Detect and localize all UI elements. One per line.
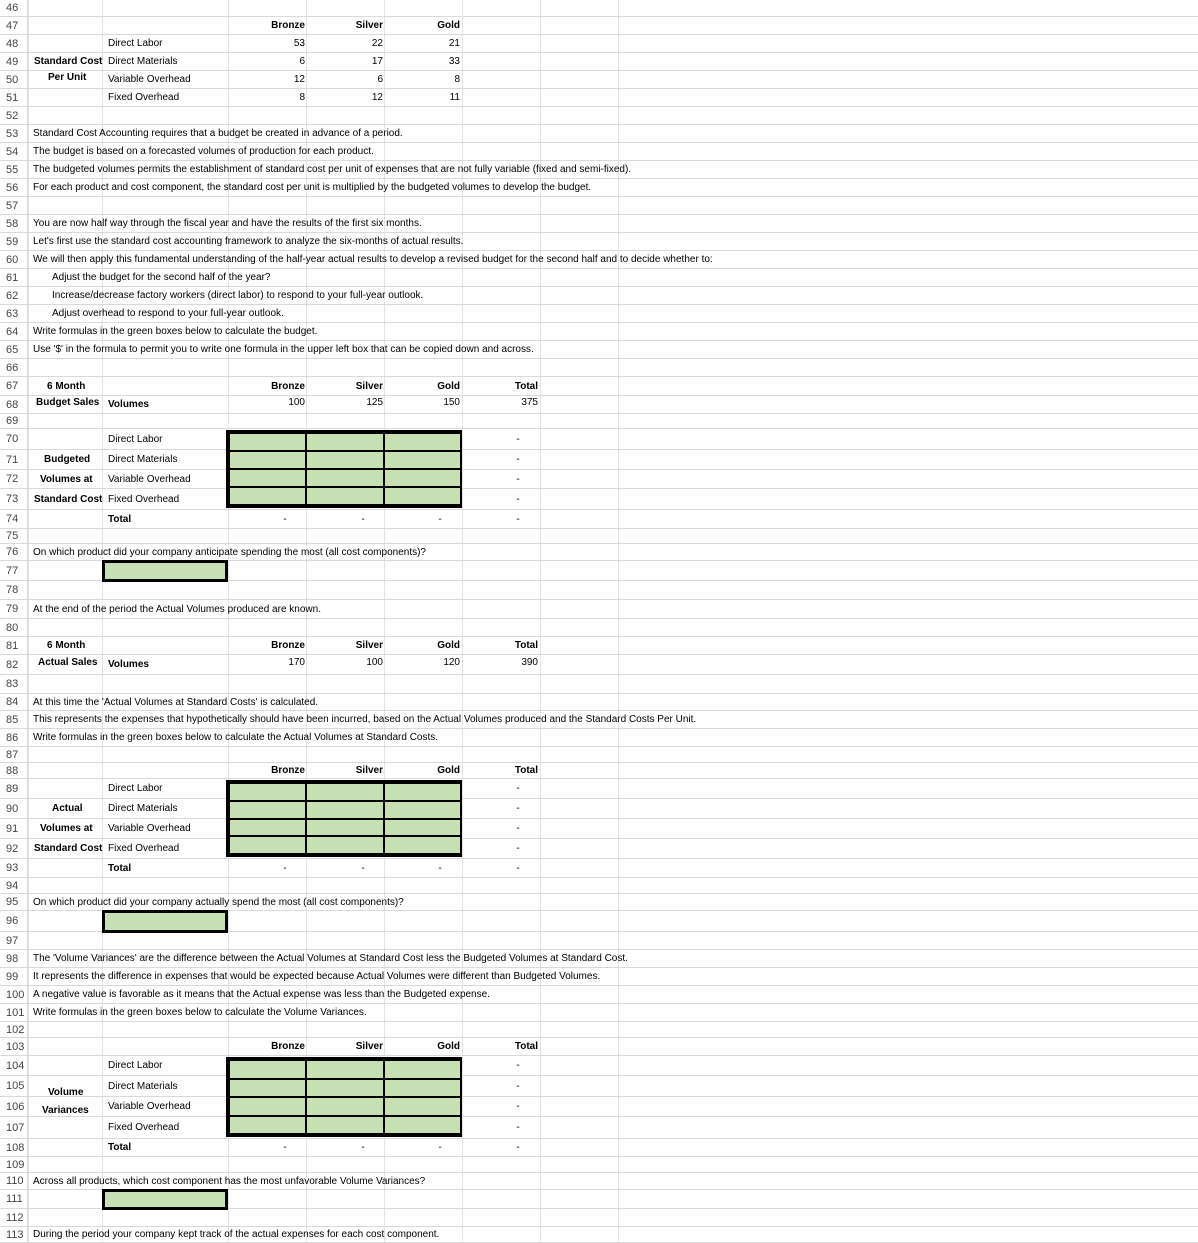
row-number[interactable]: 77 xyxy=(0,561,28,580)
row-number[interactable]: 106 xyxy=(0,1097,28,1116)
total-dash: - xyxy=(516,1142,520,1153)
row-number[interactable]: 75 xyxy=(0,529,28,543)
actual-input-cell[interactable] xyxy=(384,836,461,854)
cost-row-label: Direct Labor xyxy=(108,1060,163,1071)
row-number[interactable]: 90 xyxy=(0,799,28,818)
header-silver: Silver xyxy=(355,1041,383,1052)
row-number[interactable]: 99 xyxy=(0,968,28,985)
cost-row-label: Variable Overhead xyxy=(108,74,191,85)
budgeted-input-cell[interactable] xyxy=(229,487,306,505)
variance-input-cell[interactable] xyxy=(229,1097,306,1116)
row-number[interactable]: 73 xyxy=(0,489,28,509)
variance-input-cell[interactable] xyxy=(229,1116,306,1135)
row-number[interactable]: 104 xyxy=(0,1056,28,1075)
actual-input-cell[interactable] xyxy=(306,819,383,837)
row-number[interactable]: 88 xyxy=(0,763,28,778)
sheet-row[interactable] xyxy=(0,581,1198,600)
instruction-text: Adjust overhead to respond to your full-year outlook. xyxy=(52,308,284,319)
budget-volume-value: 150 xyxy=(443,397,460,408)
budgeted-label: Budgeted xyxy=(44,454,91,465)
sheet-row[interactable] xyxy=(0,799,1198,819)
total-row-label: Total xyxy=(108,1142,132,1153)
row-number[interactable]: 50 xyxy=(0,71,28,88)
header-total: Total xyxy=(514,1041,538,1052)
instruction-text: At this time the 'Actual Volumes at Standard Costs' is calculated. xyxy=(33,696,319,708)
row-number[interactable]: 108 xyxy=(0,1139,28,1156)
row-number[interactable]: 69 xyxy=(0,414,28,428)
instruction-text: The budgeted volumes permits the establishment of standard cost per unit of expenses that are not fully variable (fixed and semi-fixed). xyxy=(33,164,632,175)
row-number[interactable]: 63 xyxy=(0,305,28,322)
cost-row-label: Direct Materials xyxy=(108,56,178,67)
row-number[interactable]: 105 xyxy=(0,1076,28,1096)
actual-input-cell[interactable] xyxy=(229,783,306,801)
instruction-text: Write formulas in the green boxes below to calculate the Volume Variances. xyxy=(33,1007,367,1018)
sheet-row[interactable] xyxy=(0,489,1198,510)
total-dash: - xyxy=(516,862,520,874)
budgeted-input-cell[interactable] xyxy=(229,433,306,451)
instruction-text: You are now half way through the fiscal year and have the results of the first six months. xyxy=(33,218,422,229)
actual-sales-label: Actual Sales xyxy=(38,657,98,668)
sheet-row[interactable] xyxy=(0,1157,1198,1173)
row-number[interactable]: 76 xyxy=(0,544,28,560)
instruction-text: Increase/decrease factory workers (direct labor) to respond to your full-year outlook. xyxy=(52,290,424,301)
row-number[interactable]: 67 xyxy=(0,377,28,395)
budgeted-input-cell[interactable] xyxy=(306,451,383,469)
row-number[interactable]: 87 xyxy=(0,747,28,762)
budgeted-input-grid[interactable] xyxy=(226,430,462,508)
sheet-row[interactable] xyxy=(0,377,1198,396)
instruction-text: Adjust the budget for the second half of the year? xyxy=(52,272,271,283)
cost-row-label: Variable Overhead xyxy=(108,823,191,834)
instruction-text: The 'Volume Variances' are the difference between the Actual Volumes at Standard Cost less the Budgeted Volumes at Standard Cost. xyxy=(33,953,628,964)
std-cost-value: 6 xyxy=(377,74,383,85)
instruction-text: At the end of the period the Actual Volumes produced are known. xyxy=(33,603,321,615)
std-cost-value: 8 xyxy=(454,74,460,85)
total-dash: - xyxy=(361,862,365,874)
budget-volume-value: 125 xyxy=(366,397,383,408)
row-number[interactable]: 109 xyxy=(0,1157,28,1172)
instruction-text: During the period your company kept track of the actual expenses for each cost component. xyxy=(33,1229,440,1240)
budgeted-input-cell[interactable] xyxy=(384,487,461,505)
row-number[interactable]: 93 xyxy=(0,859,28,877)
sheet-row[interactable] xyxy=(0,17,1198,35)
row-number[interactable]: 64 xyxy=(0,323,28,340)
cost-row-label: Direct Materials xyxy=(108,454,178,465)
sheet-row[interactable] xyxy=(0,1139,1198,1157)
actual-input-cell[interactable] xyxy=(384,819,461,837)
variance-input-cell[interactable] xyxy=(306,1079,383,1098)
row-number[interactable]: 97 xyxy=(0,932,28,949)
instruction-text: The budget is based on a forecasted volumes of production for each product. xyxy=(33,146,374,157)
budgeted-label: Volumes at xyxy=(40,473,93,485)
total-dash: - xyxy=(516,454,520,465)
header-gold: Gold xyxy=(437,765,460,776)
row-number[interactable]: 66 xyxy=(0,359,28,376)
instruction-text: Write formulas in the green boxes below to calculate the budget. xyxy=(33,326,318,337)
total-row-label: Total xyxy=(108,513,132,525)
header-bronze: Bronze xyxy=(271,1041,305,1052)
row-number[interactable]: 112 xyxy=(0,1209,28,1226)
instruction-text: Standard Cost Accounting requires that a budget be created in advance of a period. xyxy=(33,128,403,139)
variance-input-cell[interactable] xyxy=(229,1079,306,1098)
row-number[interactable]: 85 xyxy=(0,711,28,728)
sheet-row[interactable] xyxy=(0,1076,1198,1097)
sheet-row[interactable] xyxy=(0,89,1198,107)
actual-input-cell[interactable] xyxy=(229,819,306,837)
row-number[interactable]: 83 xyxy=(0,675,28,693)
row-number[interactable]: 71 xyxy=(0,450,28,469)
row-number[interactable]: 111 xyxy=(0,1190,28,1208)
cost-row-label: Fixed Overhead xyxy=(108,92,180,103)
actual-input-cell[interactable] xyxy=(306,783,383,801)
row-number[interactable]: 70 xyxy=(0,429,28,449)
row-number[interactable]: 94 xyxy=(0,878,28,893)
actual-input-cell[interactable] xyxy=(229,801,306,819)
instruction-text: It represents the difference in expenses that would be expected because Actual Volumes were different than Budgeted Volumes. xyxy=(33,971,601,982)
row-number[interactable]: 92 xyxy=(0,839,28,858)
row-number[interactable]: 107 xyxy=(0,1117,28,1138)
sheet-row[interactable] xyxy=(0,1209,1198,1227)
row-number[interactable]: 46 xyxy=(0,0,28,16)
total-dash: - xyxy=(516,1122,520,1133)
std-cost-label: Per Unit xyxy=(48,72,87,83)
variance-input-cell[interactable] xyxy=(306,1060,383,1079)
row-number[interactable]: 49 xyxy=(0,53,28,70)
instruction-text: We will then apply this fundamental understanding of the half-year actual results to develop a revised budget for the second half and to decide whether to: xyxy=(33,254,713,265)
budget-volume-value: 375 xyxy=(521,397,538,408)
actual-volume-value: 390 xyxy=(521,657,538,668)
budgeted-input-cell[interactable] xyxy=(229,469,306,487)
variance-input-cell[interactable] xyxy=(384,1097,461,1116)
row-number[interactable]: 103 xyxy=(0,1038,28,1055)
sheet-row[interactable] xyxy=(0,1038,1198,1056)
header-gold: Gold xyxy=(437,20,460,31)
row-number[interactable]: 47 xyxy=(0,17,28,34)
budgeted-input-cell[interactable] xyxy=(306,469,383,487)
header-total: Total xyxy=(514,380,538,392)
actual-input-cell[interactable] xyxy=(306,836,383,854)
std-cost-value: 22 xyxy=(371,38,383,49)
header-silver: Silver xyxy=(355,640,383,651)
row-number[interactable]: 79 xyxy=(0,600,28,618)
row-number[interactable]: 54 xyxy=(0,143,28,160)
row-number[interactable]: 89 xyxy=(0,779,28,798)
actual-input-grid[interactable] xyxy=(226,780,462,857)
actual-input-cell[interactable] xyxy=(229,836,306,854)
actual-input-cell[interactable] xyxy=(384,783,461,801)
row-number[interactable]: 68 xyxy=(0,396,28,413)
row-number[interactable]: 61 xyxy=(0,269,28,286)
cost-row-label: Direct Labor xyxy=(108,783,163,794)
total-dash: - xyxy=(516,823,520,834)
variance-input-cell[interactable] xyxy=(306,1097,383,1116)
row-number[interactable]: 86 xyxy=(0,729,28,746)
std-cost-value: 6 xyxy=(299,56,305,67)
header-bronze: Bronze xyxy=(271,20,305,31)
sheet-row[interactable] xyxy=(0,779,1198,799)
row-number[interactable]: 91 xyxy=(0,819,28,838)
row-number[interactable]: 101 xyxy=(0,1004,28,1021)
sheet-row[interactable] xyxy=(0,1117,1198,1139)
row-number[interactable]: 81 xyxy=(0,637,28,654)
std-cost-value: 17 xyxy=(371,56,383,67)
sheet-row[interactable] xyxy=(0,619,1198,637)
header-total: Total xyxy=(514,765,538,776)
actual-label: Volumes at xyxy=(40,823,93,834)
variance-input-cell[interactable] xyxy=(306,1116,383,1135)
sheet-row[interactable] xyxy=(0,359,1198,377)
sheet-row[interactable] xyxy=(0,1056,1198,1076)
instruction-text: On which product did your company anticipate spending the most (all cost components)? xyxy=(33,546,426,558)
cost-row-label: Fixed Overhead xyxy=(108,493,180,505)
header-bronze: Bronze xyxy=(271,380,305,392)
volumes-label: Volumes xyxy=(108,659,149,670)
budgeted-label: Standard Cost xyxy=(34,493,103,505)
row-number[interactable]: 52 xyxy=(0,107,28,124)
row-number[interactable]: 74 xyxy=(0,510,28,528)
sheet-row[interactable] xyxy=(0,510,1198,529)
cost-row-label: Variable Overhead xyxy=(108,1101,191,1112)
cost-row-label: Direct Labor xyxy=(108,38,163,49)
header-total: Total xyxy=(514,640,538,651)
row-number[interactable]: 59 xyxy=(0,233,28,250)
sheet-row[interactable] xyxy=(0,35,1198,53)
std-cost-value: 8 xyxy=(299,92,305,103)
std-cost-value: 11 xyxy=(449,92,460,103)
instruction-text: Use '$' in the formula to permit you to write one formula in the upper left box that can be copied down and across. xyxy=(33,344,534,355)
sheet-row[interactable] xyxy=(0,655,1198,675)
std-cost-value: 33 xyxy=(448,56,460,67)
sheet-row[interactable] xyxy=(0,675,1198,694)
variance-label: Variances xyxy=(42,1105,89,1116)
total-dash: - xyxy=(516,513,520,525)
budgeted-input-cell[interactable] xyxy=(306,487,383,505)
budget-sales-label: Budget Sales xyxy=(36,397,100,408)
header-bronze: Bronze xyxy=(271,640,305,651)
sheet-row[interactable] xyxy=(0,637,1198,655)
row-number[interactable]: 55 xyxy=(0,161,28,178)
actual-volume-value: 120 xyxy=(443,657,460,668)
total-dash: - xyxy=(516,1101,520,1112)
row-number[interactable]: 56 xyxy=(0,179,28,196)
header-silver: Silver xyxy=(355,380,383,392)
sheet-row[interactable] xyxy=(0,859,1198,878)
instruction-text: For each product and cost component, the standard cost per unit is multiplied by the budgeted volumes to develop the budget. xyxy=(33,182,592,193)
instruction-text: Write formulas in the green boxes below to calculate the Actual Volumes at Standard Costs. xyxy=(33,732,439,743)
row-number[interactable]: 113 xyxy=(0,1227,28,1242)
total-dash: - xyxy=(516,1060,520,1071)
instruction-text: On which product did your company actually spend the most (all cost components)? xyxy=(33,896,404,908)
sheet-row[interactable] xyxy=(0,932,1198,950)
row-number[interactable]: 72 xyxy=(0,470,28,488)
total-dash: - xyxy=(438,513,442,525)
row-number[interactable]: 96 xyxy=(0,911,28,931)
sheet-row[interactable] xyxy=(0,839,1198,859)
actual-sales-label: 6 Month xyxy=(47,640,86,651)
row-number[interactable]: 84 xyxy=(0,694,28,710)
sheet-row[interactable] xyxy=(0,878,1198,894)
header-silver: Silver xyxy=(355,765,383,776)
variance-label: Volume xyxy=(48,1087,84,1098)
instruction-text: Let's first use the standard cost accounting framework to analyze the six-months of actual results. xyxy=(33,236,464,247)
row-number[interactable]: 53 xyxy=(0,125,28,142)
total-dash: - xyxy=(516,433,520,445)
actual-volume-value: 100 xyxy=(366,657,383,668)
header-silver: Silver xyxy=(355,20,383,31)
cost-row-label: Direct Materials xyxy=(108,1080,178,1092)
total-dash: - xyxy=(516,803,520,814)
header-gold: Gold xyxy=(437,640,460,651)
std-cost-label: Standard Cost xyxy=(34,56,103,67)
variance-input-cell[interactable] xyxy=(384,1116,461,1135)
row-number[interactable]: 95 xyxy=(0,894,28,910)
variance-input-cell[interactable] xyxy=(384,1079,461,1098)
row-number[interactable]: 102 xyxy=(0,1022,28,1037)
sheet-row[interactable] xyxy=(0,1022,1198,1038)
header-gold: Gold xyxy=(437,380,460,392)
row-number[interactable]: 58 xyxy=(0,215,28,232)
sheet-row[interactable] xyxy=(0,414,1198,429)
actual-volume-value: 170 xyxy=(288,657,305,668)
total-row-label: Total xyxy=(108,862,132,874)
row-number[interactable]: 62 xyxy=(0,287,28,304)
total-dash: - xyxy=(283,1142,287,1153)
row-number[interactable]: 110 xyxy=(0,1173,28,1189)
row-number[interactable]: 57 xyxy=(0,197,28,214)
actual-input-cell[interactable] xyxy=(384,801,461,819)
total-dash: - xyxy=(283,862,287,874)
std-cost-value: 21 xyxy=(448,38,460,49)
std-cost-value: 12 xyxy=(371,92,383,103)
total-dash: - xyxy=(283,513,287,525)
sheet-row[interactable] xyxy=(0,0,1198,17)
row-number[interactable]: 48 xyxy=(0,35,28,52)
sheet-row[interactable] xyxy=(0,107,1198,125)
total-dash: - xyxy=(516,473,520,485)
sheet-row[interactable] xyxy=(0,450,1198,470)
budgeted-input-cell[interactable] xyxy=(384,469,461,487)
total-dash: - xyxy=(516,1080,520,1092)
row-number[interactable]: 78 xyxy=(0,581,28,599)
sheet-row[interactable] xyxy=(0,197,1198,215)
header-gold: Gold xyxy=(437,1041,460,1052)
header-bronze: Bronze xyxy=(271,765,305,776)
sheet-row[interactable] xyxy=(0,763,1198,779)
total-dash: - xyxy=(361,513,365,525)
actual-label: Actual xyxy=(52,803,83,814)
actual-label: Standard Cost xyxy=(34,843,103,854)
sheet-row[interactable] xyxy=(0,529,1198,544)
variance-input-cell[interactable] xyxy=(384,1060,461,1079)
row-number[interactable]: 60 xyxy=(0,251,28,268)
cost-row-label: Fixed Overhead xyxy=(108,843,180,854)
row-number[interactable]: 100 xyxy=(0,986,28,1003)
row-number[interactable]: 80 xyxy=(0,619,28,636)
actual-input-cell[interactable] xyxy=(306,801,383,819)
answer-box-variance-max[interactable] xyxy=(102,1189,228,1210)
std-cost-value: 53 xyxy=(293,38,305,49)
total-dash: - xyxy=(438,862,442,874)
budget-volume-value: 100 xyxy=(288,397,305,408)
cost-row-label: Fixed Overhead xyxy=(108,1122,180,1133)
budget-sales-label: 6 Month xyxy=(47,380,86,392)
total-dash: - xyxy=(438,1142,442,1153)
row-number[interactable]: 98 xyxy=(0,950,28,967)
row-number[interactable]: 51 xyxy=(0,89,28,106)
sheet-row[interactable] xyxy=(0,747,1198,763)
budgeted-input-cell[interactable] xyxy=(229,451,306,469)
total-dash: - xyxy=(516,843,520,854)
cost-row-label: Direct Materials xyxy=(108,803,178,814)
answer-box-actual-max[interactable] xyxy=(102,910,228,933)
std-cost-value: 12 xyxy=(293,74,305,85)
variance-input-cell[interactable] xyxy=(229,1060,306,1079)
row-number[interactable]: 65 xyxy=(0,341,28,358)
total-dash: - xyxy=(361,1142,365,1153)
budgeted-input-cell[interactable] xyxy=(384,433,461,451)
total-dash: - xyxy=(516,783,520,794)
cost-row-label: Variable Overhead xyxy=(108,473,191,485)
cost-row-label: Direct Labor xyxy=(108,433,163,445)
budgeted-input-cell[interactable] xyxy=(306,433,383,451)
answer-box-budget-max[interactable] xyxy=(102,560,228,582)
volumes-label: Volumes xyxy=(108,399,149,410)
sheet-row[interactable] xyxy=(0,396,1198,414)
variance-input-grid[interactable] xyxy=(226,1057,462,1137)
instruction-text: A negative value is favorable as it means that the Actual expense was less than the Budgeted expense. xyxy=(33,989,490,1000)
sheet-row[interactable] xyxy=(0,53,1198,71)
instruction-text: Across all products, which cost component has the most unfavorable Volume Variances? xyxy=(33,1175,426,1187)
budgeted-input-cell[interactable] xyxy=(384,451,461,469)
sheet-row[interactable] xyxy=(0,429,1198,450)
total-dash: - xyxy=(516,493,520,505)
instruction-text: This represents the expenses that hypothetically should have been incurred, based on the Actual Volumes produced and the Standard Costs Per Unit. xyxy=(33,714,697,725)
row-number[interactable]: 82 xyxy=(0,655,28,674)
